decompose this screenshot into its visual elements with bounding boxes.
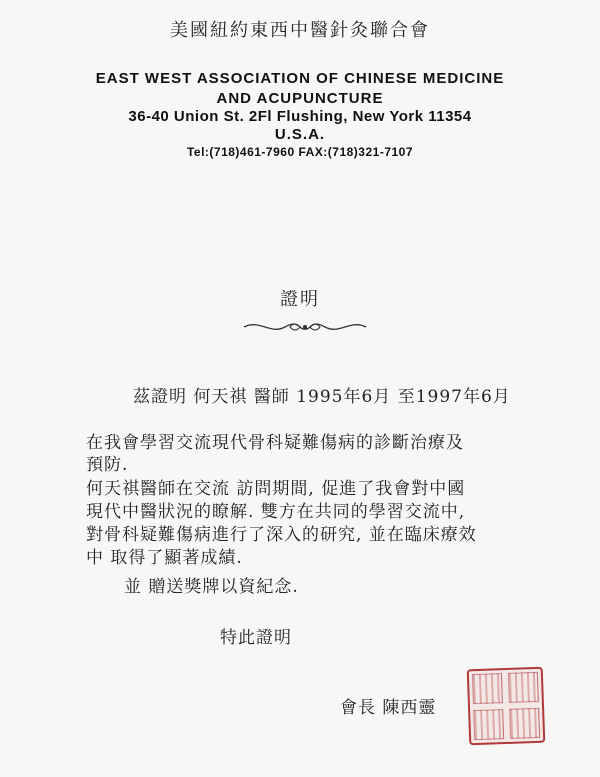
paragraph-line: 對骨科疑難傷病進行了深入的研究, 並在臨床療效 — [86, 525, 477, 545]
certify-line: 茲證明 何天祺 醫師 1995年6月 至1997年6月 — [133, 387, 511, 407]
paragraph-line: 何天祺醫師在交流 訪問期間, 促進了我會對中國 — [86, 479, 466, 499]
ornamental-divider-icon — [240, 315, 370, 339]
signature-line: 會長 陳西靈 — [340, 698, 437, 718]
red-seal-stamp-icon — [467, 667, 546, 746]
org-name-english-line2: AND ACUPUNCTURE — [216, 90, 384, 107]
paragraph-line: 中 取得了顯著成績. — [86, 548, 243, 568]
org-name-english-line1: EAST WEST ASSOCIATION OF CHINESE MEDICINE — [95, 70, 505, 87]
paragraph-line: 現代中醫狀況的瞭解. 雙方在共同的學習交流中, — [86, 502, 466, 522]
document-title: 證明 — [280, 289, 320, 310]
org-contact: Tel:(718)461-7960 FAX:(718)321-7107 — [186, 145, 414, 159]
paragraph-line: 在我會學習交流現代骨科疑難傷病的診斷治療及 — [86, 433, 464, 453]
gift-line: 並 贈送獎牌以資紀念. — [124, 577, 299, 597]
closing-text: 特此證明 — [220, 628, 292, 648]
org-name-chinese: 美國紐約東西中醫針灸聯合會 — [170, 20, 430, 41]
org-address: 36-40 Union St. 2Fl Flushing, New York 11354 — [128, 108, 472, 125]
org-country: U.S.A. — [274, 126, 326, 143]
paragraph-line: 預防. — [86, 455, 129, 475]
